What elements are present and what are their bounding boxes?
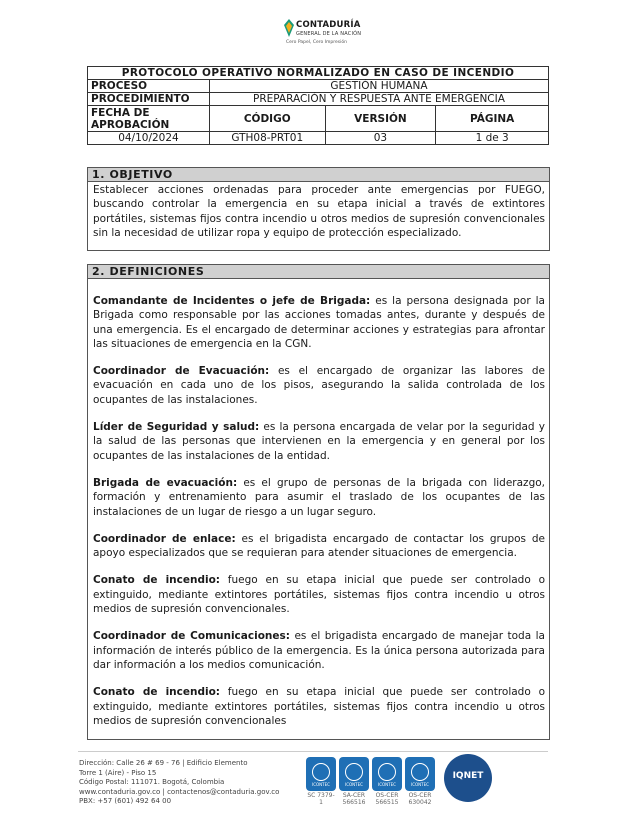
fecha-value: 04/10/2024: [88, 132, 210, 145]
certification-seal-icon: [306, 757, 336, 791]
definition-text: es el brigadista encargado de contactar los grupos de apoyo especializados que se requieran para atender situaciones de emergencia.: [93, 532, 545, 560]
definition-term: Coordinador de enlace:: [93, 532, 236, 545]
footer-address: [79, 759, 279, 807]
definition-text: fuego en su etapa inicial que puede ser controlado o extinguido, mediante extintores portátiles, sistemas fijos contra incendio u otros medios de supresión convencionales.: [93, 574, 545, 616]
definition-item: [93, 532, 545, 561]
footer-line-1: Dirección: Calle 26 # 69 - 76 | Edificio Elemento: [79, 759, 248, 767]
definition-term: Comandante de Incidentes o jefe de Brigada:: [93, 295, 371, 307]
seal-label: ICONTEC: [378, 782, 396, 787]
seal-label: ICONTEC: [411, 782, 429, 787]
version-label: VERSIÓN: [325, 106, 436, 132]
definition-text: es la persona encargada de velar por la seguridad y la salud de las personas que intervienen en la emergencia y en general por los ocupantes de las instalaciones de la entidad.: [93, 421, 545, 462]
definition-term: Conato de incendio:: [93, 574, 220, 587]
procedimiento-label: PROCEDIMIENTO: [88, 93, 210, 106]
objetivo-text: Establecer acciones ordenadas para proceder ante emergencias por FUEGO, buscando controlar la emergencia en su etapa inicial a través de extintores portátiles, sistemas fijos contra incendio u otros medios de supresión convencionales sin la necesidad de utilizar ropa y equipo de protección especializado.: [93, 184, 545, 239]
seal-label: ICONTEC: [312, 782, 330, 787]
certification-seal-icon: [405, 757, 435, 791]
objetivo-heading: 1. OBJETIVO: [88, 168, 549, 182]
definiciones-heading: 2. DEFINICIONES: [88, 265, 549, 279]
fecha-label: FECHA DE APROBACIÓN: [88, 106, 210, 132]
definition-item: [93, 685, 545, 728]
footer-line-5: PBX: +57 (601) 492 64 00: [79, 797, 172, 806]
footer-line-3: Código Postal: 111071. Bogotá, Colombia: [79, 778, 225, 787]
contaduria-logo: [270, 16, 370, 50]
codigo-label: CÓDIGO: [209, 106, 325, 132]
footer-line-4: www.contaduria.gov.co | contactenos@contaduria.gov.co: [79, 787, 280, 796]
logo-subtitle: GENERAL DE LA NACIÓN: [296, 31, 362, 37]
pagina-value: 1 de 3: [436, 132, 549, 145]
definition-text: es el brigadista encargado de manejar toda la información de interés público de la emergencia. Es la única persona autorizada para dar información a los medios comunicación.: [93, 630, 545, 671]
certification-seal: [372, 757, 402, 809]
definition-text: es el encargado de organizar las labores de evacuación en cada uno de los pisos, asegurando la salida controlada de los ocupantes de las instalaciones.: [93, 365, 545, 406]
iqnet-seal-icon: [444, 754, 492, 802]
footer-divider: [78, 751, 548, 752]
definition-item: [93, 294, 545, 351]
proceso-value: GESTIÓN HUMANA: [209, 80, 548, 93]
definition-item: [93, 573, 545, 616]
definition-item: [93, 364, 545, 407]
logo-name: CONTADURÍA: [296, 20, 361, 30]
document-title: PROTOCOLO OPERATIVO NORMALIZADO EN CASO DE INCENDIO: [88, 67, 549, 80]
definition-text: fuego en su etapa inicial que puede ser controlado o extinguido, mediante extintores portátiles, sistemas fijos contra incendio u otros medios de supresión convencionales: [93, 686, 545, 727]
definition-item: [93, 476, 545, 519]
certification-seal: [339, 757, 369, 809]
logo-tagline: Cero Papel, Cero Impresión: [286, 40, 347, 45]
definition-term: Conato de incendio:: [93, 686, 220, 699]
proceso-label: PROCESO: [88, 80, 210, 93]
definition-term: Coordinador de Comunicaciones:: [93, 630, 290, 643]
objetivo-section: [87, 167, 550, 251]
cert-code: SC 7379-1: [307, 792, 335, 806]
certification-seal-icon: [372, 757, 402, 791]
certification-seal-icon: [339, 757, 369, 791]
iqnet-label: IQNET: [452, 771, 484, 781]
seal-label: ICONTEC: [345, 782, 363, 787]
definition-text: es la persona designada por la Brigada como responsable por las acciones tomadas antes, durante y después de una emergencia. Es el encargado de determinar acciones y estrategias para afrontar las situaciones de emergencia en la CGN.: [93, 295, 545, 350]
pagina-label: PÁGINA: [436, 106, 549, 132]
cert-code: OS-CER 630042: [408, 792, 432, 806]
definition-term: Líder de Seguridad y salud:: [93, 421, 260, 434]
certification-seal: [306, 757, 336, 809]
definition-term: Brigada de evacuación:: [93, 476, 238, 489]
cert-code: SA-CER 566516: [342, 792, 366, 806]
definiciones-list: [88, 279, 549, 730]
cert-code: OS-CER 566515: [375, 792, 399, 806]
codigo-value: GTH08-PRT01: [209, 132, 325, 145]
definiciones-section: [87, 264, 550, 740]
certification-seal: [405, 757, 435, 809]
definition-term: Coordinador de Evacuación:: [93, 365, 270, 378]
document-header-table: [87, 66, 549, 145]
definition-item: [93, 420, 545, 463]
definition-text: es el grupo de personas de la brigada con liderazgo, formación y entrenamiento para asumir el traslado de los ocupantes de las instalaciones de un lugar de riesgo a un lugar seguro.: [93, 476, 545, 518]
logo-mark-icon: [284, 19, 294, 37]
footer-line-2: Torre 1 (Aire) - Piso 15: [79, 768, 157, 777]
definition-item: [93, 629, 545, 672]
procedimiento-value: PREPARACIÓN Y RESPUESTA ANTE EMERGENCIA: [209, 93, 548, 106]
version-value: 03: [325, 132, 436, 145]
